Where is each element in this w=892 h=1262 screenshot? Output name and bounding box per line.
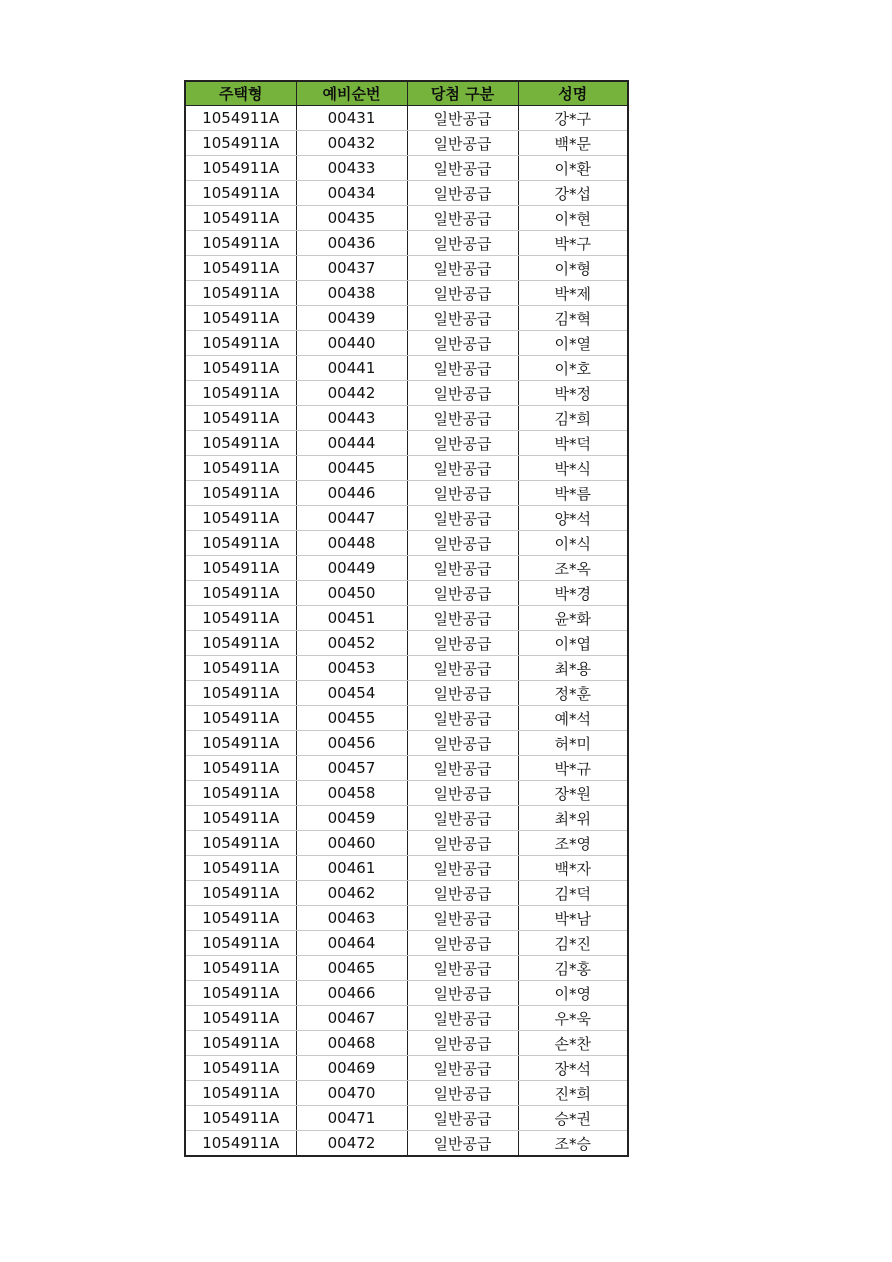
cell-name: 이*현 bbox=[518, 206, 628, 231]
cell-housing-type: 1054911A bbox=[185, 481, 296, 506]
cell-name: 김*혁 bbox=[518, 306, 628, 331]
cell-reserve-number: 00453 bbox=[296, 656, 407, 681]
cell-housing-type: 1054911A bbox=[185, 931, 296, 956]
cell-reserve-number: 00437 bbox=[296, 256, 407, 281]
cell-housing-type: 1054911A bbox=[185, 981, 296, 1006]
cell-name: 이*열 bbox=[518, 331, 628, 356]
cell-reserve-number: 00448 bbox=[296, 531, 407, 556]
cell-selection-category: 일반공급 bbox=[407, 581, 518, 606]
cell-reserve-number: 00444 bbox=[296, 431, 407, 456]
cell-housing-type: 1054911A bbox=[185, 906, 296, 931]
cell-name: 조*옥 bbox=[518, 556, 628, 581]
cell-name: 강*섭 bbox=[518, 181, 628, 206]
header-row bbox=[185, 81, 628, 106]
cell-name: 허*미 bbox=[518, 731, 628, 756]
cell-name: 박*식 bbox=[518, 456, 628, 481]
cell-name: 예*석 bbox=[518, 706, 628, 731]
cell-reserve-number: 00431 bbox=[296, 106, 407, 131]
cell-reserve-number: 00469 bbox=[296, 1056, 407, 1081]
cell-selection-category: 일반공급 bbox=[407, 656, 518, 681]
cell-selection-category: 일반공급 bbox=[407, 531, 518, 556]
cell-housing-type: 1054911A bbox=[185, 656, 296, 681]
table-row bbox=[185, 231, 628, 256]
table-row bbox=[185, 1056, 628, 1081]
cell-housing-type: 1054911A bbox=[185, 706, 296, 731]
cell-reserve-number: 00471 bbox=[296, 1106, 407, 1131]
cell-selection-category: 일반공급 bbox=[407, 356, 518, 381]
table-row bbox=[185, 331, 628, 356]
cell-selection-category: 일반공급 bbox=[407, 1006, 518, 1031]
table-row bbox=[185, 831, 628, 856]
table-row bbox=[185, 306, 628, 331]
cell-selection-category: 일반공급 bbox=[407, 156, 518, 181]
cell-selection-category: 일반공급 bbox=[407, 456, 518, 481]
cell-reserve-number: 00434 bbox=[296, 181, 407, 206]
cell-reserve-number: 00435 bbox=[296, 206, 407, 231]
table-row bbox=[185, 531, 628, 556]
header-housing-type: 주택형 bbox=[185, 81, 296, 106]
cell-housing-type: 1054911A bbox=[185, 181, 296, 206]
table-body bbox=[185, 106, 628, 1157]
cell-housing-type: 1054911A bbox=[185, 306, 296, 331]
cell-housing-type: 1054911A bbox=[185, 856, 296, 881]
cell-selection-category: 일반공급 bbox=[407, 931, 518, 956]
cell-selection-category: 일반공급 bbox=[407, 1031, 518, 1056]
table-row bbox=[185, 131, 628, 156]
cell-selection-category: 일반공급 bbox=[407, 131, 518, 156]
cell-reserve-number: 00466 bbox=[296, 981, 407, 1006]
cell-reserve-number: 00470 bbox=[296, 1081, 407, 1106]
cell-name: 이*엽 bbox=[518, 631, 628, 656]
cell-name: 이*환 bbox=[518, 156, 628, 181]
cell-housing-type: 1054911A bbox=[185, 156, 296, 181]
table-row bbox=[185, 556, 628, 581]
cell-housing-type: 1054911A bbox=[185, 1031, 296, 1056]
table-row bbox=[185, 756, 628, 781]
cell-housing-type: 1054911A bbox=[185, 681, 296, 706]
cell-selection-category: 일반공급 bbox=[407, 781, 518, 806]
cell-reserve-number: 00472 bbox=[296, 1131, 407, 1157]
header-name: 성명 bbox=[518, 81, 628, 106]
cell-reserve-number: 00462 bbox=[296, 881, 407, 906]
cell-housing-type: 1054911A bbox=[185, 456, 296, 481]
cell-name: 박*규 bbox=[518, 756, 628, 781]
table-row bbox=[185, 706, 628, 731]
cell-name: 박*덕 bbox=[518, 431, 628, 456]
cell-name: 윤*화 bbox=[518, 606, 628, 631]
cell-selection-category: 일반공급 bbox=[407, 831, 518, 856]
cell-housing-type: 1054911A bbox=[185, 606, 296, 631]
table-row bbox=[185, 356, 628, 381]
cell-housing-type: 1054911A bbox=[185, 531, 296, 556]
cell-housing-type: 1054911A bbox=[185, 206, 296, 231]
cell-name: 최*용 bbox=[518, 656, 628, 681]
cell-reserve-number: 00445 bbox=[296, 456, 407, 481]
cell-reserve-number: 00452 bbox=[296, 631, 407, 656]
table-row bbox=[185, 906, 628, 931]
cell-housing-type: 1054911A bbox=[185, 281, 296, 306]
cell-selection-category: 일반공급 bbox=[407, 506, 518, 531]
cell-selection-category: 일반공급 bbox=[407, 481, 518, 506]
cell-housing-type: 1054911A bbox=[185, 1106, 296, 1131]
cell-reserve-number: 00433 bbox=[296, 156, 407, 181]
cell-housing-type: 1054911A bbox=[185, 406, 296, 431]
cell-selection-category: 일반공급 bbox=[407, 906, 518, 931]
cell-name: 정*훈 bbox=[518, 681, 628, 706]
cell-housing-type: 1054911A bbox=[185, 356, 296, 381]
cell-housing-type: 1054911A bbox=[185, 331, 296, 356]
cell-selection-category: 일반공급 bbox=[407, 606, 518, 631]
cell-reserve-number: 00439 bbox=[296, 306, 407, 331]
cell-selection-category: 일반공급 bbox=[407, 331, 518, 356]
cell-housing-type: 1054911A bbox=[185, 731, 296, 756]
cell-housing-type: 1054911A bbox=[185, 631, 296, 656]
cell-reserve-number: 00450 bbox=[296, 581, 407, 606]
cell-selection-category: 일반공급 bbox=[407, 681, 518, 706]
cell-reserve-number: 00449 bbox=[296, 556, 407, 581]
table-row bbox=[185, 981, 628, 1006]
table-row bbox=[185, 106, 628, 131]
cell-reserve-number: 00447 bbox=[296, 506, 407, 531]
cell-selection-category: 일반공급 bbox=[407, 181, 518, 206]
table-row bbox=[185, 731, 628, 756]
cell-reserve-number: 00442 bbox=[296, 381, 407, 406]
table-row bbox=[185, 281, 628, 306]
cell-name: 이*영 bbox=[518, 981, 628, 1006]
table-row bbox=[185, 656, 628, 681]
cell-selection-category: 일반공급 bbox=[407, 256, 518, 281]
cell-name: 김*덕 bbox=[518, 881, 628, 906]
table-row bbox=[185, 481, 628, 506]
cell-name: 장*원 bbox=[518, 781, 628, 806]
cell-name: 백*자 bbox=[518, 856, 628, 881]
table-row bbox=[185, 431, 628, 456]
cell-selection-category: 일반공급 bbox=[407, 956, 518, 981]
cell-housing-type: 1054911A bbox=[185, 556, 296, 581]
cell-reserve-number: 00443 bbox=[296, 406, 407, 431]
cell-selection-category: 일반공급 bbox=[407, 406, 518, 431]
cell-name: 조*승 bbox=[518, 1131, 628, 1157]
cell-name: 강*구 bbox=[518, 106, 628, 131]
cell-name: 박*정 bbox=[518, 381, 628, 406]
cell-selection-category: 일반공급 bbox=[407, 431, 518, 456]
cell-name: 이*식 bbox=[518, 531, 628, 556]
cell-housing-type: 1054911A bbox=[185, 581, 296, 606]
cell-reserve-number: 00465 bbox=[296, 956, 407, 981]
cell-reserve-number: 00438 bbox=[296, 281, 407, 306]
cell-reserve-number: 00458 bbox=[296, 781, 407, 806]
cell-selection-category: 일반공급 bbox=[407, 231, 518, 256]
cell-name: 김*진 bbox=[518, 931, 628, 956]
results-table bbox=[184, 80, 629, 1157]
cell-reserve-number: 00446 bbox=[296, 481, 407, 506]
table-row bbox=[185, 206, 628, 231]
cell-selection-category: 일반공급 bbox=[407, 1081, 518, 1106]
cell-selection-category: 일반공급 bbox=[407, 706, 518, 731]
cell-housing-type: 1054911A bbox=[185, 831, 296, 856]
cell-name: 우*욱 bbox=[518, 1006, 628, 1031]
header-reserve-number: 예비순번 bbox=[296, 81, 407, 106]
table-row bbox=[185, 406, 628, 431]
header-selection-category: 당첨 구분 bbox=[407, 81, 518, 106]
cell-selection-category: 일반공급 bbox=[407, 1056, 518, 1081]
cell-reserve-number: 00432 bbox=[296, 131, 407, 156]
table-row bbox=[185, 1131, 628, 1157]
cell-name: 최*위 bbox=[518, 806, 628, 831]
table-row bbox=[185, 856, 628, 881]
cell-housing-type: 1054911A bbox=[185, 231, 296, 256]
cell-housing-type: 1054911A bbox=[185, 1056, 296, 1081]
cell-reserve-number: 00457 bbox=[296, 756, 407, 781]
cell-name: 양*석 bbox=[518, 506, 628, 531]
cell-reserve-number: 00468 bbox=[296, 1031, 407, 1056]
table-row bbox=[185, 881, 628, 906]
table-row bbox=[185, 156, 628, 181]
cell-housing-type: 1054911A bbox=[185, 806, 296, 831]
cell-housing-type: 1054911A bbox=[185, 256, 296, 281]
cell-name: 장*석 bbox=[518, 1056, 628, 1081]
table-row bbox=[185, 1106, 628, 1131]
cell-selection-category: 일반공급 bbox=[407, 206, 518, 231]
cell-housing-type: 1054911A bbox=[185, 431, 296, 456]
cell-selection-category: 일반공급 bbox=[407, 756, 518, 781]
table-row bbox=[185, 931, 628, 956]
cell-name: 김*홍 bbox=[518, 956, 628, 981]
cell-selection-category: 일반공급 bbox=[407, 731, 518, 756]
table-row bbox=[185, 456, 628, 481]
cell-selection-category: 일반공급 bbox=[407, 281, 518, 306]
table-row bbox=[185, 806, 628, 831]
table-row bbox=[185, 381, 628, 406]
table-row bbox=[185, 256, 628, 281]
cell-housing-type: 1054911A bbox=[185, 781, 296, 806]
table-header bbox=[185, 81, 628, 106]
cell-housing-type: 1054911A bbox=[185, 106, 296, 131]
cell-selection-category: 일반공급 bbox=[407, 881, 518, 906]
table-row bbox=[185, 631, 628, 656]
table-row bbox=[185, 1081, 628, 1106]
cell-name: 손*찬 bbox=[518, 1031, 628, 1056]
cell-reserve-number: 00461 bbox=[296, 856, 407, 881]
cell-selection-category: 일반공급 bbox=[407, 106, 518, 131]
cell-name: 승*권 bbox=[518, 1106, 628, 1131]
cell-reserve-number: 00454 bbox=[296, 681, 407, 706]
table-row bbox=[185, 581, 628, 606]
cell-name: 박*제 bbox=[518, 281, 628, 306]
cell-reserve-number: 00456 bbox=[296, 731, 407, 756]
cell-reserve-number: 00464 bbox=[296, 931, 407, 956]
cell-housing-type: 1054911A bbox=[185, 756, 296, 781]
table-row bbox=[185, 506, 628, 531]
cell-selection-category: 일반공급 bbox=[407, 556, 518, 581]
cell-selection-category: 일반공급 bbox=[407, 306, 518, 331]
cell-selection-category: 일반공급 bbox=[407, 1131, 518, 1157]
cell-housing-type: 1054911A bbox=[185, 131, 296, 156]
table-row bbox=[185, 606, 628, 631]
cell-name: 박*구 bbox=[518, 231, 628, 256]
cell-reserve-number: 00460 bbox=[296, 831, 407, 856]
table-row bbox=[185, 956, 628, 981]
cell-selection-category: 일반공급 bbox=[407, 631, 518, 656]
cell-name: 백*문 bbox=[518, 131, 628, 156]
table-row bbox=[185, 1006, 628, 1031]
cell-name: 박*경 bbox=[518, 581, 628, 606]
cell-reserve-number: 00459 bbox=[296, 806, 407, 831]
cell-name: 조*영 bbox=[518, 831, 628, 856]
cell-selection-category: 일반공급 bbox=[407, 981, 518, 1006]
cell-reserve-number: 00463 bbox=[296, 906, 407, 931]
cell-housing-type: 1054911A bbox=[185, 1131, 296, 1157]
cell-reserve-number: 00436 bbox=[296, 231, 407, 256]
cell-reserve-number: 00451 bbox=[296, 606, 407, 631]
table-row bbox=[185, 781, 628, 806]
cell-housing-type: 1054911A bbox=[185, 1006, 296, 1031]
table-row bbox=[185, 681, 628, 706]
cell-name: 김*희 bbox=[518, 406, 628, 431]
cell-housing-type: 1054911A bbox=[185, 381, 296, 406]
cell-name: 진*희 bbox=[518, 1081, 628, 1106]
cell-name: 박*남 bbox=[518, 906, 628, 931]
cell-housing-type: 1054911A bbox=[185, 956, 296, 981]
cell-reserve-number: 00440 bbox=[296, 331, 407, 356]
cell-reserve-number: 00441 bbox=[296, 356, 407, 381]
cell-name: 박*름 bbox=[518, 481, 628, 506]
cell-selection-category: 일반공급 bbox=[407, 856, 518, 881]
cell-name: 이*호 bbox=[518, 356, 628, 381]
cell-selection-category: 일반공급 bbox=[407, 806, 518, 831]
cell-reserve-number: 00455 bbox=[296, 706, 407, 731]
cell-reserve-number: 00467 bbox=[296, 1006, 407, 1031]
cell-name: 이*형 bbox=[518, 256, 628, 281]
cell-housing-type: 1054911A bbox=[185, 1081, 296, 1106]
cell-selection-category: 일반공급 bbox=[407, 1106, 518, 1131]
cell-selection-category: 일반공급 bbox=[407, 381, 518, 406]
table-row bbox=[185, 1031, 628, 1056]
cell-housing-type: 1054911A bbox=[185, 881, 296, 906]
table-row bbox=[185, 181, 628, 206]
cell-housing-type: 1054911A bbox=[185, 506, 296, 531]
